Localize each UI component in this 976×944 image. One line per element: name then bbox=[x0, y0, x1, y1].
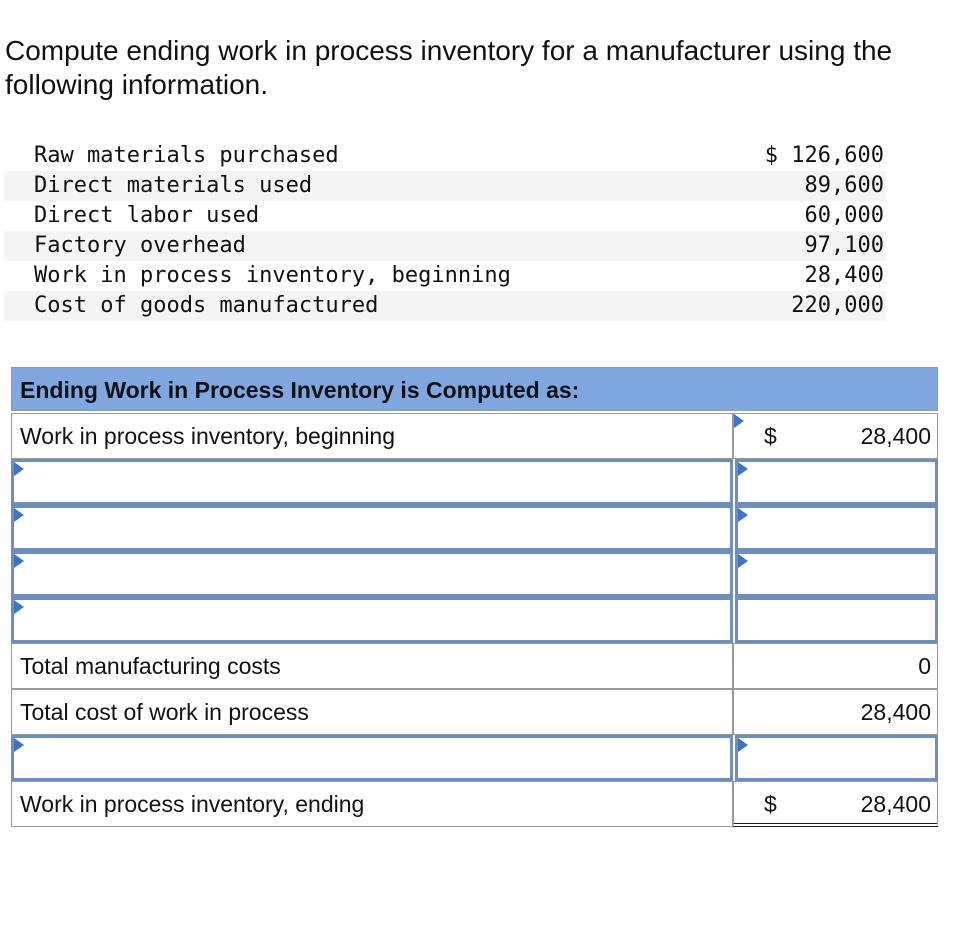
dollar-sign: $ bbox=[764, 423, 777, 449]
given-row bbox=[4, 201, 886, 231]
given-information-table bbox=[4, 141, 886, 321]
given-value: 220,000 bbox=[716, 291, 886, 321]
given-value: 60,000 bbox=[804, 203, 884, 228]
dropdown-indicator-icon bbox=[738, 738, 748, 752]
input-row-2 bbox=[11, 505, 938, 551]
total-manufacturing-costs-label: Total manufacturing costs bbox=[11, 643, 733, 689]
input-row-5-label-select[interactable] bbox=[11, 735, 733, 781]
given-row bbox=[4, 291, 886, 321]
given-label: Cost of goods manufactured bbox=[4, 291, 716, 321]
input-row-3-amount-field[interactable] bbox=[735, 551, 938, 597]
question-prompt: Compute ending work in process inventory for a manufacturer using the following information. bbox=[5, 35, 893, 100]
given-label: Factory overhead bbox=[4, 231, 716, 261]
input-row-5-amount-field[interactable] bbox=[735, 735, 938, 781]
wip-ending-row bbox=[11, 781, 938, 827]
given-value: 89,600 bbox=[716, 171, 886, 201]
given-row bbox=[4, 141, 886, 171]
dropdown-indicator-icon bbox=[738, 554, 748, 568]
total-manufacturing-costs-row bbox=[11, 643, 938, 689]
given-row bbox=[4, 261, 886, 291]
total-cost-wip-amount: 28,400 bbox=[860, 699, 931, 725]
input-row-2-label-select[interactable] bbox=[11, 505, 733, 551]
worksheet bbox=[11, 367, 938, 829]
given-label: Work in process inventory, beginning bbox=[34, 263, 511, 288]
wip-beginning-amount: 28,400 bbox=[860, 423, 931, 449]
total-cost-wip-label: Total cost of work in process bbox=[11, 689, 733, 735]
input-row-1 bbox=[11, 459, 938, 505]
given-label: Raw materials purchased bbox=[34, 143, 339, 168]
total-cost-wip-row bbox=[11, 689, 938, 735]
input-row-1-label-select[interactable] bbox=[11, 459, 733, 505]
input-row-4 bbox=[11, 597, 938, 643]
wip-ending-label: Work in process inventory, ending bbox=[11, 781, 733, 827]
given-row bbox=[4, 231, 886, 261]
dropdown-indicator-icon bbox=[14, 508, 24, 522]
input-row-3-label-select[interactable] bbox=[11, 551, 733, 597]
input-row-4-amount-field[interactable] bbox=[735, 597, 938, 643]
total-manufacturing-costs-amount-cell bbox=[733, 643, 938, 689]
wip-beginning-row bbox=[11, 413, 938, 459]
given-row bbox=[4, 171, 886, 201]
dropdown-indicator-icon bbox=[14, 554, 24, 568]
wip-beginning-amount-cell bbox=[733, 413, 938, 459]
wip-ending-amount-cell bbox=[733, 781, 938, 827]
input-row-2-amount-field[interactable] bbox=[735, 505, 938, 551]
dollar-sign: $ bbox=[764, 791, 777, 817]
worksheet-header: Ending Work in Process Inventory is Computed as: bbox=[11, 367, 938, 411]
total-cost-wip-amount-cell bbox=[733, 689, 938, 735]
given-value: 97,100 bbox=[716, 231, 886, 261]
input-row-3 bbox=[11, 551, 938, 597]
wip-beginning-label: Work in process inventory, beginning bbox=[11, 413, 733, 459]
given-label: Direct materials used bbox=[4, 171, 716, 201]
wip-ending-amount: 28,400 bbox=[860, 791, 931, 817]
dropdown-indicator-icon bbox=[14, 462, 24, 476]
dropdown-indicator-icon bbox=[738, 508, 748, 522]
given-label: Direct labor used bbox=[34, 203, 260, 228]
dropdown-indicator-icon bbox=[14, 600, 24, 614]
dropdown-indicator-icon bbox=[14, 738, 24, 752]
given-value: $ 126,600 bbox=[764, 143, 884, 168]
input-row-1-amount-field[interactable] bbox=[735, 459, 938, 505]
dropdown-indicator-icon bbox=[734, 414, 744, 428]
dropdown-indicator-icon bbox=[738, 462, 748, 476]
total-manufacturing-costs-amount: 0 bbox=[918, 653, 931, 679]
input-row-5 bbox=[11, 735, 938, 781]
given-value: 28,400 bbox=[804, 263, 884, 288]
input-row-4-label-select[interactable] bbox=[11, 597, 733, 643]
